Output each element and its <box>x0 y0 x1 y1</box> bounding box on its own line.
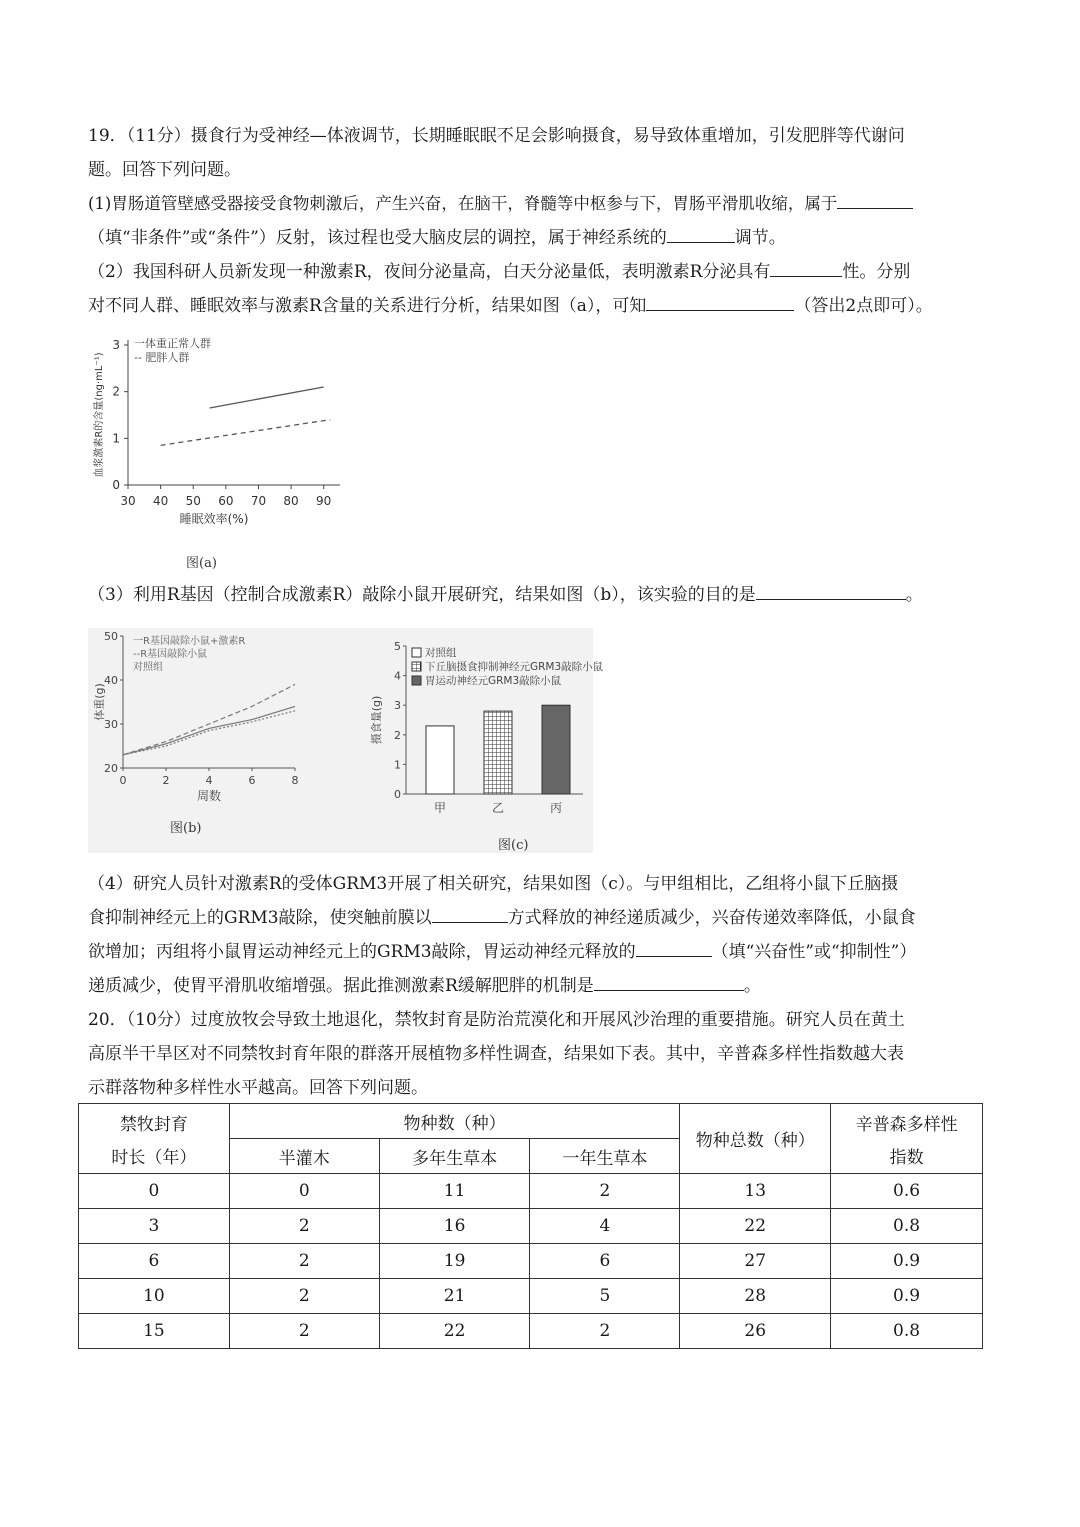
x-tick-label: 4 <box>205 774 213 787</box>
q19-part4-line2: 食抑制神经元上的GRM3敲除，使突触前膜以 方式释放的神经递质减少，兴奋传递效率降低，小鼠食 <box>88 908 916 928</box>
category-label: 乙 <box>491 801 505 815</box>
table-cell: 26 <box>680 1314 831 1349</box>
y-tick-label: 0 <box>394 788 401 801</box>
y-tick-label: 3 <box>112 338 120 352</box>
table-cell: 4 <box>530 1209 680 1244</box>
q19-part3: （3）利用R基因（控制合成激素R）敲除小鼠开展研究，结果如图（b），该实验的目的是 。 <box>88 585 923 605</box>
y-tick-label: 2 <box>394 728 401 742</box>
table-cell: 2 <box>229 1244 379 1279</box>
legend-swatch <box>412 662 421 671</box>
table-cell: 21 <box>379 1279 530 1314</box>
legend-swatch <box>412 648 421 657</box>
category-label: 丙 <box>549 801 563 815</box>
y-tick-label: 3 <box>394 699 401 713</box>
x-tick-label: 90 <box>316 494 332 508</box>
answer-blank[interactable] <box>770 260 842 277</box>
bar-0 <box>426 726 454 794</box>
header-years: 禁牧封育 时长（年） <box>79 1104 230 1174</box>
x-tick-label: 40 <box>152 494 169 508</box>
table-cell: 0.9 <box>831 1279 983 1314</box>
x-axis-label: 周数 <box>196 789 222 803</box>
x-tick-label: 0 <box>119 774 127 787</box>
table-cell: 3 <box>79 1209 230 1244</box>
table-cell: 0 <box>79 1174 230 1209</box>
y-tick-label: 30 <box>104 718 118 731</box>
x-tick-label: 30 <box>120 494 136 508</box>
header-simpson: 辛普森多样性 指数 <box>831 1104 983 1174</box>
q19-part2-line1: （2）我国科研人员新发现一种激素R，夜间分泌量高，白天分泌量低，表明激素R分泌具有 性。分别 <box>88 262 911 282</box>
y-tick-label: 2 <box>112 384 120 399</box>
category-label: 甲 <box>433 801 447 815</box>
q19-part2-line2: 对不同人群、睡眠效率与激素R含量的关系进行分析，结果如图（a），可知 （答出2点即可）。 <box>88 296 933 316</box>
table-row <box>79 1314 983 1349</box>
figure-c-caption: 图(c) <box>498 838 529 853</box>
q20-line3: 示群落物种多样性水平越高。回答下列问题。 <box>88 1078 428 1098</box>
table-cell: 2 <box>530 1314 680 1349</box>
table-cell: 0 <box>229 1174 379 1209</box>
table-cell: 15 <box>79 1314 230 1349</box>
legend-entry: 对照组 <box>133 662 163 673</box>
q19-part4-line3: 欲增加；丙组将小鼠胃运动神经元上的GRM3敲除，胃运动神经元释放的 （填“兴奋性”或“抑制性”） <box>88 942 917 962</box>
x-tick-label: 50 <box>185 494 201 508</box>
x-tick-label: 2 <box>162 774 170 787</box>
table-row <box>79 1244 983 1279</box>
header-perennial: 多年生草本 <box>379 1139 530 1174</box>
legend-entry: 对照组 <box>425 647 457 659</box>
legend-entry: -- 肥胖人群 <box>134 351 190 364</box>
legend-entry: 胃运动神经元GRM3敲除小鼠 <box>425 675 562 687</box>
table-cell: 22 <box>680 1209 831 1244</box>
table-cell: 0.8 <box>831 1314 983 1349</box>
x-tick-label: 8 <box>291 774 299 787</box>
q20-line2: 高原半干旱区对不同禁牧封育年限的群落开展植物多样性调查，结果如下表。其中，辛普森多样性指数越大表 <box>88 1044 904 1064</box>
table-cell: 0.8 <box>831 1209 983 1244</box>
y-tick-label: 0 <box>112 478 120 492</box>
answer-blank[interactable] <box>646 294 794 311</box>
header-shrub: 半灌木 <box>229 1139 379 1174</box>
diversity-table <box>78 1103 983 1349</box>
table-cell: 19 <box>379 1244 530 1279</box>
table-cell: 28 <box>680 1279 831 1314</box>
table-cell: 16 <box>379 1209 530 1244</box>
table-header-row <box>79 1104 983 1139</box>
x-tick-label: 70 <box>250 494 267 508</box>
figure-a-chart <box>88 330 358 530</box>
header-annual: 一年生草本 <box>530 1139 680 1174</box>
legend-entry: 一体重正常人群 <box>134 337 211 350</box>
y-tick-label: 1 <box>394 758 401 772</box>
answer-blank[interactable] <box>837 192 913 209</box>
table-cell: 10 <box>79 1279 230 1314</box>
table-cell: 2 <box>530 1174 680 1209</box>
figure-b-chart <box>95 628 345 818</box>
legend-entry: 一R基因敲除小鼠+激素R <box>133 636 246 647</box>
y-tick-label: 5 <box>394 640 401 653</box>
x-axis-label: 睡眠效率(%) <box>179 512 249 526</box>
x-tick-label: 80 <box>283 494 299 508</box>
legend-entry: 下丘脑摄食抑制神经元GRM3敲除小鼠 <box>425 661 604 673</box>
series-line-0 <box>210 387 324 408</box>
y-axis-label: 摄食量(g) <box>370 695 383 745</box>
series-line-1 <box>123 684 295 754</box>
series-line-1 <box>161 420 331 446</box>
y-tick-label: 50 <box>104 630 118 643</box>
y-tick-label: 4 <box>394 669 401 683</box>
header-species: 物种数（种） <box>229 1104 679 1139</box>
q19-part1-line1: (1)胃肠道管壁感受器接受食物刺激后，产生兴奋，在脑干，脊髓等中枢参与下，胃肠平滑肌收缩，属于 <box>88 192 998 216</box>
q19-part4-line1: （4）研究人员针对激素R的受体GRM3开展了相关研究，结果如图（c）。与甲组相比，乙组将小鼠下丘脑摄 <box>88 874 899 894</box>
table-cell: 2 <box>229 1209 379 1244</box>
table-cell: 27 <box>680 1244 831 1279</box>
q19-line1: 19．（11分）摄食行为受神经—体液调节，长期睡眠眠不足会影响摄食，易导致体重增加，引发肥胖等代谢问 <box>88 126 905 146</box>
x-tick-label: 6 <box>248 774 256 787</box>
table-row <box>79 1174 983 1209</box>
answer-blank[interactable] <box>594 974 744 991</box>
table-cell: 2 <box>229 1314 379 1349</box>
table-cell: 5 <box>530 1279 680 1314</box>
y-axis-label: 血浆激素R的含量(ng·mL⁻¹) <box>94 352 105 478</box>
bar-1 <box>484 711 512 794</box>
y-tick-label: 1 <box>112 431 120 446</box>
y-tick-label: 20 <box>104 762 118 775</box>
answer-blank[interactable] <box>636 940 712 957</box>
y-tick-label: 40 <box>104 674 118 687</box>
bar-2 <box>542 705 570 794</box>
table-cell: 22 <box>379 1314 530 1349</box>
q19-part4-line4: 递质减少，使胃平滑肌收缩增强。据此推测激素R缓解肥胖的机制是 。 <box>88 976 761 996</box>
q20-line1: 20．（10分）过度放牧会导致土地退化，禁牧封育是防治荒漠化和开展风沙治理的重要措施。研究人员在黄土 <box>88 1010 905 1030</box>
table-cell: 0.6 <box>831 1174 983 1209</box>
header-total: 物种总数（种） <box>680 1104 831 1174</box>
answer-blank[interactable] <box>432 906 508 923</box>
y-axis-label: 体重(g) <box>93 683 106 721</box>
table-cell: 2 <box>229 1279 379 1314</box>
table-row <box>79 1279 983 1314</box>
answer-blank[interactable] <box>756 583 906 600</box>
table-cell: 11 <box>379 1174 530 1209</box>
legend-entry: --R基因敲除小鼠 <box>133 649 208 660</box>
q19-part1-line2: （填“非条件”或“条件”）反射，该过程也受大脑皮层的调控，属于神经系统的 调节。 <box>88 228 786 248</box>
answer-blank[interactable] <box>667 226 735 243</box>
table-cell: 6 <box>79 1244 230 1279</box>
table-cell: 6 <box>530 1244 680 1279</box>
figure-c-chart <box>368 636 618 831</box>
table-cell: 0.9 <box>831 1244 983 1279</box>
q19-line2: 题。回答下列问题。 <box>88 160 241 180</box>
x-tick-label: 60 <box>218 494 234 508</box>
legend-swatch <box>412 676 421 685</box>
table-row <box>79 1209 983 1244</box>
table-cell: 13 <box>680 1174 831 1209</box>
figure-a-caption: 图(a) <box>186 556 217 571</box>
figure-b-caption: 图(b) <box>170 821 202 836</box>
